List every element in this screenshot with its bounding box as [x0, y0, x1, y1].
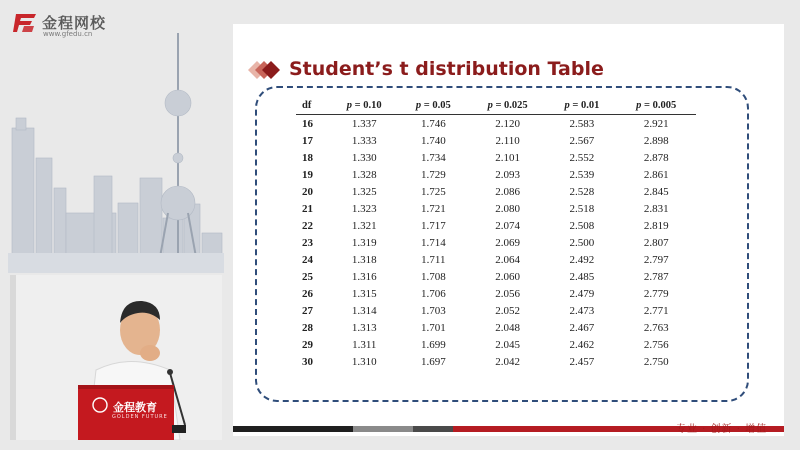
value-cell: 2.807: [643, 236, 669, 249]
brand-name: 金程网校: [42, 14, 107, 32]
value-cell: 2.056: [495, 287, 520, 300]
value-cell: 1.697: [420, 355, 446, 368]
value-cell: 1.311: [352, 338, 377, 351]
value-cell: 1.703: [420, 304, 446, 317]
header-df: df: [296, 97, 330, 115]
value-cell: 2.080: [495, 202, 520, 215]
table-row: [296, 336, 696, 353]
value-cell: 2.508: [569, 219, 595, 232]
df-cell: 26: [302, 287, 313, 300]
value-cell: 1.714: [420, 236, 446, 249]
podium-logo-subtext: GOLDEN FUTURE: [112, 414, 168, 420]
df-cell: 20: [302, 185, 313, 198]
value-cell: 1.337: [351, 117, 377, 130]
value-cell: 2.467: [569, 321, 595, 334]
value-cell: 2.845: [643, 185, 669, 198]
df-cell: 27: [302, 304, 313, 317]
presenter-video: [10, 275, 222, 440]
value-cell: 1.313: [351, 321, 377, 334]
value-cell: 2.048: [495, 321, 520, 334]
value-cell: 2.797: [643, 253, 669, 266]
header-p0025: p = 0.025: [468, 97, 548, 115]
value-cell: 2.060: [495, 270, 520, 283]
value-cell: 2.074: [495, 219, 520, 232]
footer-slogan: 专业 · 创新 · 增值: [676, 424, 768, 435]
table-row: [296, 268, 696, 285]
title-diamonds-icon: [246, 59, 282, 81]
value-cell: 2.831: [643, 202, 669, 215]
value-cell: 1.734: [420, 151, 446, 164]
df-cell: 30: [302, 355, 313, 368]
value-cell: 2.539: [569, 168, 595, 181]
value-cell: 1.314: [351, 304, 377, 317]
value-cell: 2.779: [643, 287, 669, 300]
value-cell: 1.711: [421, 253, 446, 266]
value-cell: 1.333: [351, 134, 377, 147]
value-cell: 2.921: [643, 117, 669, 130]
slide-panel: [233, 24, 784, 436]
value-cell: 2.861: [643, 168, 669, 181]
value-cell: 2.086: [495, 185, 520, 198]
df-cell: 18: [302, 151, 313, 164]
value-cell: 2.064: [495, 253, 520, 266]
df-cell: 29: [302, 338, 313, 351]
value-cell: 1.740: [420, 134, 446, 147]
value-cell: 2.492: [569, 253, 595, 266]
table-row: [296, 234, 696, 251]
table-row: [296, 353, 696, 370]
slide-title: Student’s t distribution Table: [289, 58, 604, 80]
value-cell: 1.328: [351, 168, 377, 181]
brand-url: www.gfedu.cn: [43, 30, 93, 38]
value-cell: 1.325: [351, 185, 377, 198]
table-row: [296, 217, 696, 234]
value-cell: 2.485: [569, 270, 595, 283]
value-cell: 1.310: [351, 355, 377, 368]
value-cell: 2.552: [569, 151, 595, 164]
value-cell: 2.093: [495, 168, 520, 181]
value-cell: 2.771: [643, 304, 669, 317]
city-skyline-illustration: [8, 28, 224, 278]
t-distribution-table: [296, 97, 696, 370]
value-cell: 1.330: [351, 151, 377, 164]
table-row: [296, 132, 696, 149]
value-cell: 2.052: [495, 304, 520, 317]
value-cell: 2.567: [569, 134, 595, 147]
header-p001: p = 0.01: [547, 97, 616, 115]
value-cell: 2.819: [643, 219, 669, 232]
table-row: [296, 183, 696, 200]
df-cell: 23: [302, 236, 313, 249]
table-row: [296, 285, 696, 302]
value-cell: 2.583: [569, 117, 595, 130]
df-cell: 24: [302, 253, 313, 266]
df-cell: 28: [302, 321, 313, 334]
value-cell: 2.110: [495, 134, 520, 147]
value-cell: 2.042: [495, 355, 520, 368]
value-cell: 2.101: [495, 151, 520, 164]
header-p010: p = 0.10: [330, 97, 399, 115]
table-row: [296, 319, 696, 336]
value-cell: 1.708: [420, 270, 446, 283]
df-cell: 25: [302, 270, 313, 283]
value-cell: 2.518: [569, 202, 595, 215]
value-cell: 1.746: [420, 117, 446, 130]
value-cell: 1.323: [351, 202, 377, 215]
value-cell: 2.763: [643, 321, 669, 334]
value-cell: 2.473: [569, 304, 595, 317]
table-row: [296, 166, 696, 183]
value-cell: 1.717: [420, 219, 446, 232]
value-cell: 1.699: [420, 338, 446, 351]
value-cell: 2.069: [495, 236, 520, 249]
value-cell: 2.750: [643, 355, 669, 368]
df-cell: 22: [302, 219, 313, 232]
podium-logo-text: 金程教育: [113, 401, 157, 414]
df-cell: 19: [302, 168, 313, 181]
df-cell: 16: [302, 117, 313, 130]
table-row: [296, 200, 696, 217]
value-cell: 2.120: [495, 117, 520, 130]
value-cell: 2.756: [643, 338, 669, 351]
table-row: [296, 302, 696, 319]
value-cell: 2.878: [643, 151, 669, 164]
value-cell: 2.500: [569, 236, 595, 249]
table-row: [296, 251, 696, 268]
header-p0005: p = 0.005: [616, 97, 696, 115]
value-cell: 1.316: [351, 270, 377, 283]
table-header-row: [296, 97, 696, 115]
value-cell: 2.528: [569, 185, 595, 198]
value-cell: 1.725: [420, 185, 446, 198]
value-cell: 1.319: [351, 236, 377, 249]
value-cell: 2.045: [495, 338, 520, 351]
table-row: [296, 115, 696, 133]
value-cell: 2.457: [569, 355, 595, 368]
df-cell: 17: [302, 134, 313, 147]
value-cell: 2.462: [569, 338, 595, 351]
df-cell: 21: [302, 202, 313, 215]
table-row: [296, 149, 696, 166]
value-cell: 2.898: [643, 134, 669, 147]
value-cell: 1.706: [420, 287, 446, 300]
value-cell: 1.315: [351, 287, 377, 300]
value-cell: 1.701: [420, 321, 446, 334]
value-cell: 1.721: [420, 202, 446, 215]
value-cell: 2.787: [643, 270, 669, 283]
header-p005: p = 0.05: [399, 97, 468, 115]
value-cell: 1.729: [420, 168, 446, 181]
value-cell: 1.318: [351, 253, 377, 266]
value-cell: 2.479: [569, 287, 595, 300]
value-cell: 1.321: [351, 219, 377, 232]
